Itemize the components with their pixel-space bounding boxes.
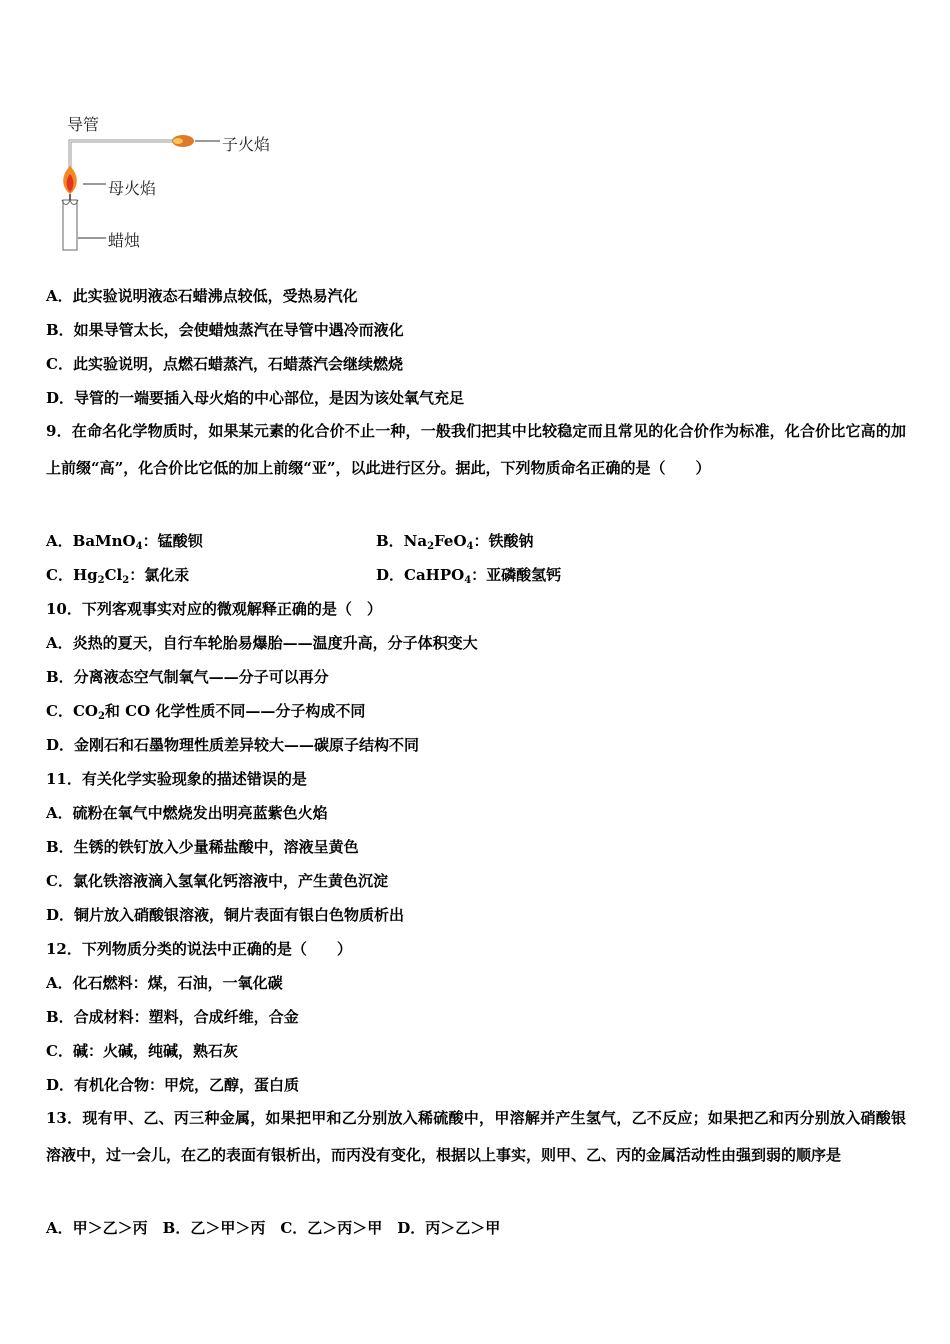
tube-shape (70, 141, 175, 172)
q9-option-a (46, 530, 203, 551)
q9-stem: 9．在命名化学物质时，如果某元素的化合价不止一种，一般我们把其中比较稳定而且常见的化合价作为标准，化合价比它高的加上前缀“高”，化合价比它低的加上前缀“亚”，以此进行区分。据此，下列物质命名正确的是（ ） (46, 422, 906, 477)
q9-c-sub1: 2 (97, 575, 105, 586)
q10-option-a: A．炎热的夏天，自行车轮胎易爆胎——温度升高，分子体积变大 (46, 634, 478, 652)
candle-experiment-figure (50, 108, 310, 258)
q11-option-c: C．氯化铁溶液滴入氢氧化钙溶液中，产生黄色沉淀 (46, 872, 388, 890)
tube-inner (70, 141, 175, 172)
label-candle: 蜡烛 (108, 231, 141, 250)
q10-c-sub: 2 (97, 711, 105, 722)
q8-option-d: D．导管的一端要插入母火焰的中心部位，是因为该处氧气充足 (46, 389, 465, 407)
q9-b-mid: FeO (434, 532, 467, 550)
q9-c-sub2: 2 (122, 575, 130, 586)
q9-d-text: D．CaHPO (376, 566, 465, 584)
q9-b-name: ：铁酸钠 (473, 532, 534, 550)
q8-option-c: C．此实验说明，点燃石蜡蒸汽，石蜡蒸汽会继续燃烧 (46, 355, 403, 373)
q9-a-text: A．BaMnO (46, 532, 136, 550)
q9-option-b (376, 530, 534, 551)
q10-c-text: C．CO (46, 702, 98, 720)
q12-option-c: C．碱：火碱，纯碱，熟石灰 (46, 1042, 238, 1060)
q11-option-a: A．硫粉在氧气中燃烧发出明亮蓝紫色火焰 (46, 804, 328, 822)
q10-option-c (46, 700, 365, 721)
q11-option-d: D．铜片放入硝酸银溶液，铜片表面有银白色物质析出 (46, 906, 405, 924)
q10-stem: 10．下列客观事实对应的微观解释正确的是（ ） (46, 600, 382, 618)
q9-b-sub1: 2 (427, 541, 435, 552)
q13-options: A．甲＞乙＞丙 B．乙＞甲＞丙 C．乙＞丙＞甲 D．丙＞乙＞甲 (46, 1219, 501, 1237)
q9-c-name: ：氯化汞 (129, 566, 190, 584)
q11-stem: 11．有关化学实验现象的描述错误的是 (46, 770, 307, 788)
q9-d-name: ：亚磷酸氢钙 (471, 566, 562, 584)
label-mother-flame: 母火焰 (108, 179, 157, 198)
q12-option-a: A．化石燃料：煤，石油，一氧化碳 (46, 974, 283, 992)
q10-c-rest: 和 CO 化学性质不同——分子构成不同 (104, 702, 366, 720)
q12-option-d: D．有机化合物：甲烷，乙醇，蛋白质 (46, 1076, 300, 1094)
candle-body (63, 200, 77, 250)
q8-option-a: A．此实验说明液态石蜡沸点较低，受热易汽化 (46, 287, 358, 305)
q9-option-c (46, 564, 189, 585)
label-child-flame: 子火焰 (222, 135, 271, 154)
q9-b-sub2: 4 (466, 541, 474, 552)
q9-a-name: ：锰酸钡 (142, 532, 203, 550)
q9-c-mid: Cl (104, 566, 123, 584)
q8-option-b: B．如果导管太长，会使蜡烛蒸汽在导管中遇冷而液化 (46, 321, 404, 339)
q12-option-b: B．合成材料：塑料，合成纤维，合金 (46, 1008, 299, 1026)
q9-c-text: C．Hg (46, 566, 98, 584)
q13-stem: 13．现有甲、乙、丙三种金属，如果把甲和乙分别放入稀硫酸中，甲溶解并产生氢气，乙不反应；如果把乙和丙分别放入硝酸银溶液中，过一会儿，在乙的表面有银析出，而丙没有变化，根据以上事实，则甲、乙、丙的金属活动性由强到弱的顺序是 (46, 1109, 906, 1164)
q9-d-sub: 4 (464, 575, 472, 586)
q10-option-b: B．分离液态空气制氧气——分子可以再分 (46, 668, 329, 686)
q9-b-text: B．Na (376, 532, 428, 550)
q10-option-d: D．金刚石和石墨物理性质差异较大——碳原子结构不同 (46, 736, 420, 754)
q9-a-sub: 4 (135, 541, 143, 552)
label-tube: 导管 (67, 115, 100, 134)
q9-option-d (376, 564, 561, 585)
q11-option-b: B．生锈的铁钉放入少量稀盐酸中，溶液呈黄色 (46, 838, 359, 856)
q12-stem: 12．下列物质分类的说法中正确的是（ ） (46, 940, 352, 958)
child-flame-core (173, 138, 183, 144)
